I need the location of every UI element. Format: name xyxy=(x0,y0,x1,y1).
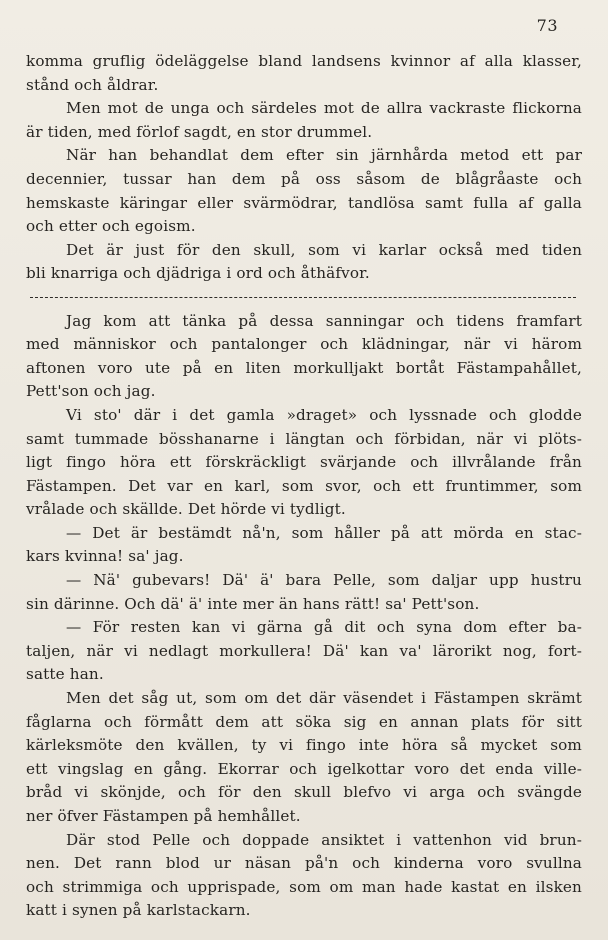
text-line: Jag kom att tänka på dessa sanningar och tidens framfart xyxy=(66,311,582,330)
text-line: och strimmiga och upprispade, som om man hade kastat en ilsken xyxy=(26,877,582,896)
text-line: och etter och egoism. xyxy=(26,217,196,236)
text-line: samt tummade bösshanarne i längtan och förbidan, när vi plöts- xyxy=(26,429,582,448)
text-line: katt i synen på karlstackarn. xyxy=(26,901,251,920)
text-line: Men det såg ut, som om det där väsendet i Fästampen skrämt xyxy=(66,689,582,708)
text-line: vrålade och skällde. Det hörde vi tydligt. xyxy=(26,500,346,519)
text-line: satte han. xyxy=(26,665,104,684)
text-line: hemskaste käringar eller svärmödrar, tandlösa samt fulla af galla xyxy=(26,193,582,212)
text-line: kars kvinna! sa' jag. xyxy=(26,547,184,566)
text-line: aftonen voro ute på en liten morkulljakt bortåt Fästampahållet, xyxy=(26,358,582,377)
text-line: ligt fingo höra ett förskräckligt svärjande och illvrålande från xyxy=(26,453,582,472)
text-line: kärleksmöte den kvällen, ty vi fingo inte höra så mycket som xyxy=(26,736,582,755)
text-line: komma gruflig ödeläggelse bland landsens kvinnor af alla klasser, xyxy=(26,52,582,70)
text-line: Vi sto' där i det gamla »draget» och lyssnade och glodde xyxy=(66,405,582,424)
text-line: sin därinne. Och dä' ä' inte mer än hans rätt! sa' Pett'son. xyxy=(26,594,480,613)
text-line: bli knarriga och djädriga i ord och åthäfvor. xyxy=(26,264,370,283)
text-line: ett vingslag en gång. Ekorrar och igelkottar voro det enda ville- xyxy=(26,759,582,778)
text-line: Men mot de unga och särdeles mot de allra vackraste flickorna xyxy=(66,99,582,118)
text-line: är tiden, med förlof sagdt, en stor drummel. xyxy=(26,122,373,141)
text-line: bråd vi skönjde, och för den skull blefvo vi arga och svängde xyxy=(26,783,582,802)
body-text xyxy=(26,50,582,923)
text-line: Pett'son och jag. xyxy=(26,382,156,401)
text-line: ner öfver Fästampen på hemhållet. xyxy=(26,807,301,825)
section-separator xyxy=(26,286,582,310)
text-line: Det är just för den skull, som vi karlar också med tiden xyxy=(66,240,582,259)
text-line: När han behandlat dem efter sin järnhårda metod ett par xyxy=(66,146,582,165)
text-line: stånd och åldrar. xyxy=(26,75,159,94)
page-number: 73 xyxy=(536,16,558,35)
text-line: Fästampen. Det var en karl, som svor, och ett fruntimmer, som xyxy=(26,476,582,495)
text-line: — Det är bestämdt nå'n, som håller på att mörda en stac- xyxy=(66,523,582,542)
text-line: — För resten kan vi gärna gå dit och syna dom efter ba- xyxy=(66,618,582,637)
text-line: taljen, när vi nedlagt morkullera! Dä' kan va' lärorikt nog, fort- xyxy=(26,641,582,660)
text-line: Där stod Pelle och doppade ansiktet i vattenhon vid brun- xyxy=(66,830,582,849)
text-line: — Nä' gubevars! Dä' ä' bara Pelle, som daljar upp hustru xyxy=(66,571,582,590)
text-line: nen. Det rann blod ur näsan på'n och kinderna voro svullna xyxy=(26,854,582,873)
text-line: fåglarna och förmått dem att söka sig en annan plats för sitt xyxy=(26,712,582,731)
text-line: med människor och pantalonger och klädningar, när vi härom xyxy=(26,335,582,354)
text-line: decennier, tussar han dem på oss såsom de blågråaste och xyxy=(26,169,582,188)
